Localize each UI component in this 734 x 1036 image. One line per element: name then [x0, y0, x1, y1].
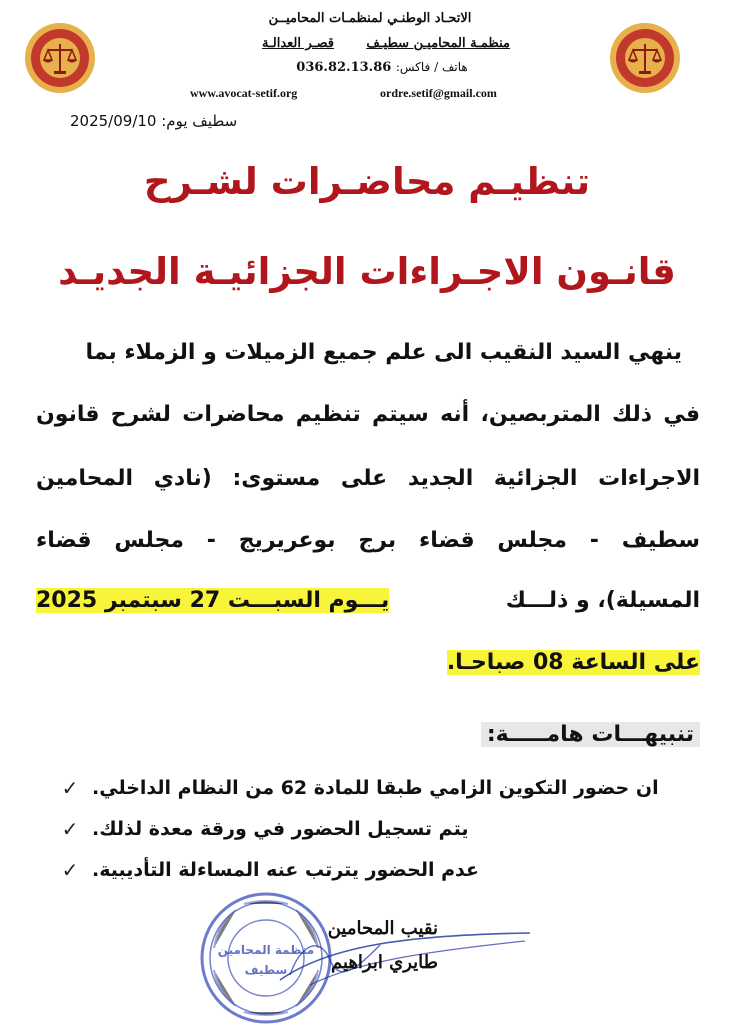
- date-label: سطيف يوم:: [161, 112, 238, 130]
- signature-title: نقيب المحامين: [327, 918, 438, 939]
- phone-label: هاتف / فاكس:: [395, 60, 468, 74]
- phone-number: 036.82.13.86: [296, 60, 392, 75]
- scales-of-justice-icon: [24, 22, 96, 94]
- notes-title-text: تنبيهـــات هامـــــة:: [481, 722, 700, 747]
- stamp-line-2: سطيف: [244, 963, 288, 977]
- national-union-name: الاتحـاد الوطنـي لمنظمـات المحاميــن: [268, 11, 472, 26]
- note-text: ان حضور التكوين الزامي طبقا للمادة 62 من النظام الداخلي.: [92, 777, 659, 799]
- phone-fax: [262, 60, 502, 75]
- scales-of-justice-icon: [609, 22, 681, 94]
- org-logo-left: [24, 22, 96, 94]
- note-item: [60, 858, 710, 882]
- body-line-1: ينهي السيد النقيب الى علم جميع الزميلات و الزملاء بما: [85, 340, 682, 365]
- event-time-highlight: على الساعة 08 صباحـا.: [446, 650, 700, 675]
- note-text: يتم تسجيل الحضور في ورقة معدة لذلك.: [92, 818, 469, 840]
- event-date-highlight: يـــوم السبـــت 27 سبتمبر 2025: [36, 588, 390, 613]
- stamp-line-1: منظمة المحامين: [217, 943, 315, 957]
- title-line-2: قانـون الاجـراءات الجزائيـة الجديـد: [58, 250, 676, 293]
- note-text: عدم الحضور يترتب عنه المساءلة التأديبية.: [92, 859, 479, 881]
- body-line-5-start: المسيلة)، و ذلـــك: [505, 588, 700, 613]
- note-item: [60, 776, 710, 800]
- check-icon: ✓: [61, 858, 79, 882]
- note-item: [60, 817, 710, 841]
- body-line-6: [412, 650, 700, 675]
- check-icon: ✓: [61, 776, 79, 800]
- check-icon: ✓: [61, 817, 79, 841]
- palace-of-justice: قصـر العدالـة: [261, 36, 334, 51]
- body-line-5: [36, 588, 700, 613]
- title-line-1: تنظيـم محاضـرات لشـرح: [143, 160, 591, 203]
- org-logo-right: [609, 22, 681, 94]
- date-line: [70, 112, 280, 130]
- body-line-3: الاجراءات الجزائية الجديد على مستوى: (نادي المحامين: [36, 466, 700, 491]
- body-line-2: في ذلك المتربصين، أنه سيتم تنظيم محاضرات لشرح قانون: [36, 402, 700, 427]
- body-line-4: سطيف - مجلس قضاء برج بوعريريج - مجلس قضاء: [36, 528, 700, 553]
- signature-name: طايري ابراهيم: [331, 952, 438, 973]
- date-value: 2025/09/10: [70, 112, 157, 130]
- notes-title: [430, 722, 700, 747]
- setif-org-name: منظمـة المحاميـن سطيـف: [366, 36, 510, 51]
- email-link[interactable]: ordre.setif@gmail.com: [380, 86, 497, 100]
- website-link[interactable]: www.avocat-setif.org: [190, 86, 298, 100]
